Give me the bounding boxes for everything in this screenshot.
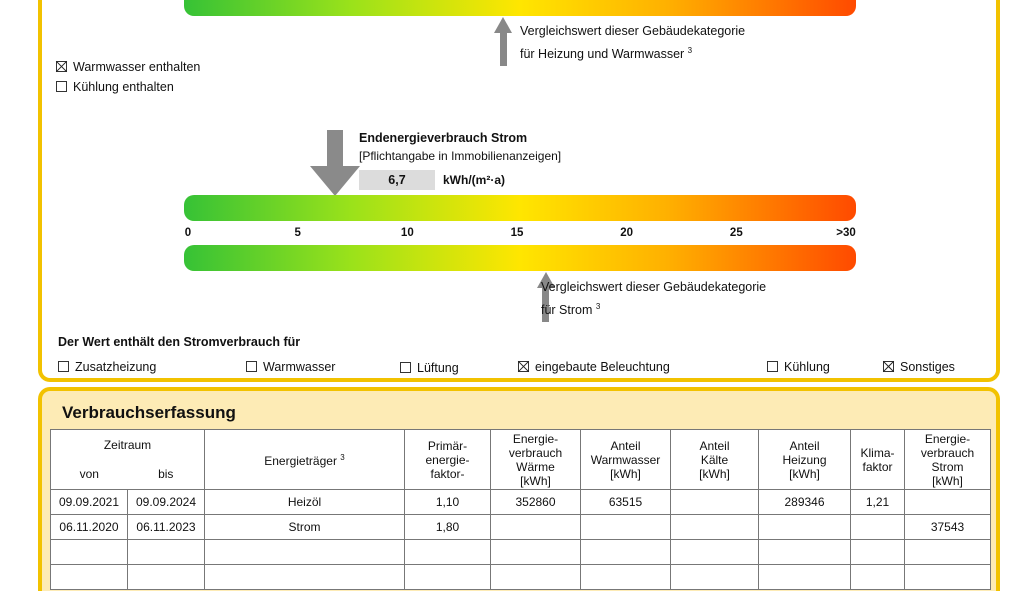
header-bis: bis bbox=[128, 460, 205, 490]
strom-value-box: 6,7 bbox=[359, 170, 435, 190]
table-cell: 37543 bbox=[905, 515, 991, 540]
checkbox-empty-icon bbox=[58, 361, 69, 372]
table-cell: Strom bbox=[205, 515, 405, 540]
section-title: Verbrauchserfassung bbox=[62, 403, 236, 422]
table-cell: 06.11.2023 bbox=[128, 515, 205, 540]
strom-comparison-label: Vergleichswert dieser Gebäudekategorie für Strom $^3$ bbox=[541, 280, 767, 318]
table-cell bbox=[851, 540, 905, 565]
table-cell bbox=[581, 540, 671, 565]
table-cell bbox=[205, 540, 405, 565]
warmwasser-checkbox[interactable]: Warmwasser bbox=[246, 360, 335, 374]
arrow-down-icon bbox=[310, 130, 360, 196]
table-cell bbox=[51, 540, 128, 565]
table-cell bbox=[851, 565, 905, 590]
verbrauchserfassung-section bbox=[38, 387, 1000, 591]
header-zeitraum: Zeitraum bbox=[51, 430, 205, 460]
table-cell bbox=[128, 565, 205, 590]
header-anteil-warmwasser: Anteil Warmwasser [kWh] bbox=[581, 430, 671, 490]
scale-tick-label: 25 bbox=[729, 227, 743, 239]
table-cell bbox=[759, 515, 851, 540]
strom-value-arrow bbox=[310, 130, 360, 201]
table-cell bbox=[205, 565, 405, 590]
checkbox-empty-icon bbox=[56, 81, 67, 92]
table-cell bbox=[905, 540, 991, 565]
table-row bbox=[51, 490, 991, 515]
strom-title: Endenergieverbrauch Strom bbox=[359, 131, 528, 145]
table-cell bbox=[491, 515, 581, 540]
stromverbrauch-heading: Der Wert enthält den Stromverbrauch für bbox=[58, 335, 301, 349]
checkbox-empty-icon bbox=[767, 361, 778, 372]
table-row bbox=[51, 565, 991, 590]
table-cell bbox=[581, 565, 671, 590]
scale-tick-label: 10 bbox=[400, 227, 414, 239]
table-cell: 09.09.2021 bbox=[51, 490, 128, 515]
header-primaerenergiefaktor: Primär- energie- faktor- bbox=[405, 430, 491, 490]
header-klimafaktor: Klima- faktor bbox=[851, 430, 905, 490]
header-anteil-heizung: Anteil Heizung [kWh] bbox=[759, 430, 851, 490]
table-cell bbox=[51, 565, 128, 590]
sonstiges-checkbox[interactable]: Sonstiges bbox=[883, 360, 955, 374]
table-cell: 06.11.2020 bbox=[51, 515, 128, 540]
checkbox-checked-icon bbox=[883, 361, 894, 372]
header-von: von bbox=[51, 460, 128, 490]
table-cell bbox=[851, 515, 905, 540]
table-cell bbox=[405, 540, 491, 565]
checkbox-empty-icon bbox=[400, 362, 411, 373]
table-body bbox=[51, 490, 991, 590]
header-anteil-kaelte: Anteil Kälte [kWh] bbox=[671, 430, 759, 490]
scale-tick-label: >30 bbox=[836, 227, 856, 239]
table-cell bbox=[759, 540, 851, 565]
warmwasser-enthalten-checkbox[interactable]: Warmwasser enthalten bbox=[56, 60, 200, 74]
checkbox-empty-icon bbox=[246, 361, 257, 372]
kuehlung-enthalten-checkbox[interactable]: Kühlung enthalten bbox=[56, 80, 174, 94]
table-cell bbox=[671, 540, 759, 565]
table-cell: 09.09.2024 bbox=[128, 490, 205, 515]
header-energieverbrauch-strom: Energie- verbrauch Strom [kWh] bbox=[905, 430, 991, 490]
consumption-table bbox=[50, 429, 991, 590]
table-cell bbox=[671, 515, 759, 540]
table-cell bbox=[128, 540, 205, 565]
table-cell bbox=[759, 565, 851, 590]
table-cell bbox=[491, 540, 581, 565]
table-cell bbox=[491, 565, 581, 590]
heating-comparison-arrow bbox=[494, 17, 512, 66]
scale-tick-label: 20 bbox=[620, 227, 634, 239]
table-cell: 1,10 bbox=[405, 490, 491, 515]
zusatzheizung-checkbox[interactable]: Zusatzheizung bbox=[58, 360, 156, 374]
header-energietraeger: Energieträger $^3$ bbox=[205, 430, 405, 490]
heating-comparison-label: Vergleichswert dieser Gebäudekategorie für Heizung und Warmwasser $^3$ bbox=[520, 24, 746, 62]
checkbox-checked-icon bbox=[518, 361, 529, 372]
table-cell: 1,21 bbox=[851, 490, 905, 515]
table-cell bbox=[581, 515, 671, 540]
strom-subtitle: [Pflichtangabe in Immobilienanzeigen] bbox=[359, 149, 562, 163]
table-cell bbox=[671, 490, 759, 515]
scale-tick-label: 0 bbox=[184, 227, 192, 239]
table-cell: 63515 bbox=[581, 490, 671, 515]
header-energieverbrauch-waerme: Energie- verbrauch Wärme [kWh] bbox=[491, 430, 581, 490]
strom-unit: kWh/(m²·a) bbox=[443, 173, 505, 187]
strom-scale-bar bbox=[184, 195, 856, 221]
checkbox-checked-icon bbox=[56, 61, 67, 72]
scale-tick-label: 15 bbox=[510, 227, 524, 239]
energy-scale-panel bbox=[38, 0, 1000, 382]
table-cell: 289346 bbox=[759, 490, 851, 515]
table-row bbox=[51, 540, 991, 565]
table-cell: 352860 bbox=[491, 490, 581, 515]
table-cell bbox=[405, 565, 491, 590]
table-cell: 1,80 bbox=[405, 515, 491, 540]
table-cell bbox=[905, 565, 991, 590]
table-row bbox=[51, 515, 991, 540]
beleuchtung-checkbox[interactable]: eingebaute Beleuchtung bbox=[518, 360, 670, 374]
table-cell bbox=[671, 565, 759, 590]
kuehlung-checkbox[interactable]: Kühlung bbox=[767, 360, 830, 374]
table-cell bbox=[905, 490, 991, 515]
table-cell: Heizöl bbox=[205, 490, 405, 515]
scale-tick-label: 5 bbox=[294, 227, 301, 239]
lueftung-checkbox[interactable]: Lüftung bbox=[400, 361, 459, 375]
heating-comparison-bar bbox=[184, 0, 856, 16]
strom-comparison-bar bbox=[184, 245, 856, 271]
